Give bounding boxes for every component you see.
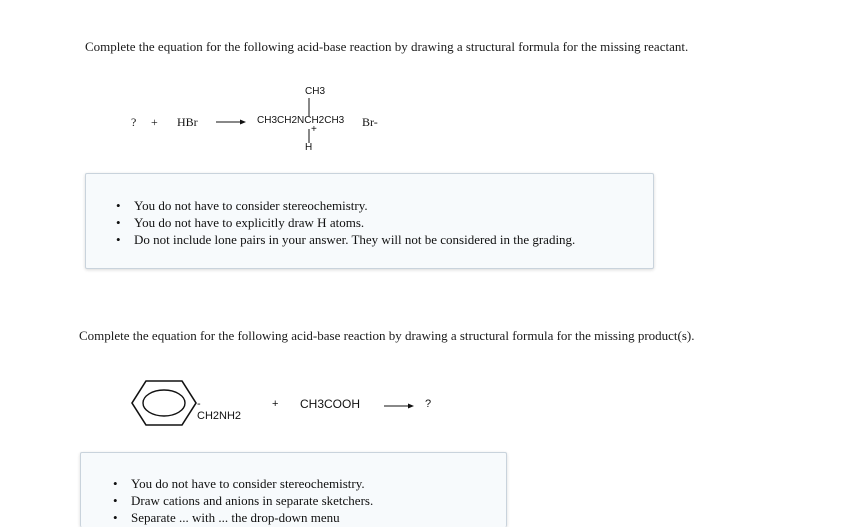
product-methyl: CH3 (305, 86, 326, 97)
reagent-hbr: HBr (177, 115, 198, 129)
question-2-prompt: Complete the equation for the following acid-base reaction by drawing a structural formula for the missing product(s). (79, 328, 695, 343)
hint-item: • Do not include lone pairs in your answer. They will not be considered in the grading. (116, 231, 575, 248)
hint-item: • You do not have to consider stereochemistry. (116, 197, 575, 214)
question-1-prompt: Complete the equation for the following acid-base reaction by drawing a structural formula for the missing reactant. (85, 39, 689, 54)
hint-list-2 (113, 475, 373, 526)
reaction-arrow-icon (384, 401, 414, 411)
hint-item: • You do not have to consider stereochemistry. (113, 475, 373, 492)
hint-item: • Separate ... with ... the drop-down menu (113, 509, 373, 526)
plus-sign: + (151, 115, 158, 129)
bond-up (308, 98, 312, 116)
counterion-bromide: Br- (362, 115, 378, 129)
product-hydrogen: H (305, 142, 313, 153)
reagent-acetic-acid: CH3COOH (300, 397, 361, 411)
unknown-reactant: ? (131, 115, 137, 129)
product-chain: CH3CH2NCH2CH3 (257, 115, 345, 126)
substituent-ch2nh2: -CH2NH2 (197, 398, 242, 422)
unknown-product: ? (425, 398, 432, 410)
hint-list-1 (116, 197, 575, 248)
benzene-ring-icon (130, 379, 198, 427)
reaction-arrow-icon (216, 117, 246, 127)
hint-item: • You do not have to explicitly draw H atoms. (116, 214, 575, 231)
hint-item: • Draw cations and anions in separate sketchers. (113, 492, 373, 509)
hint-box-1 (85, 173, 654, 269)
hint-box-2 (80, 452, 507, 527)
nitrogen-charge: + (311, 124, 317, 135)
plus-sign: + (272, 398, 279, 410)
